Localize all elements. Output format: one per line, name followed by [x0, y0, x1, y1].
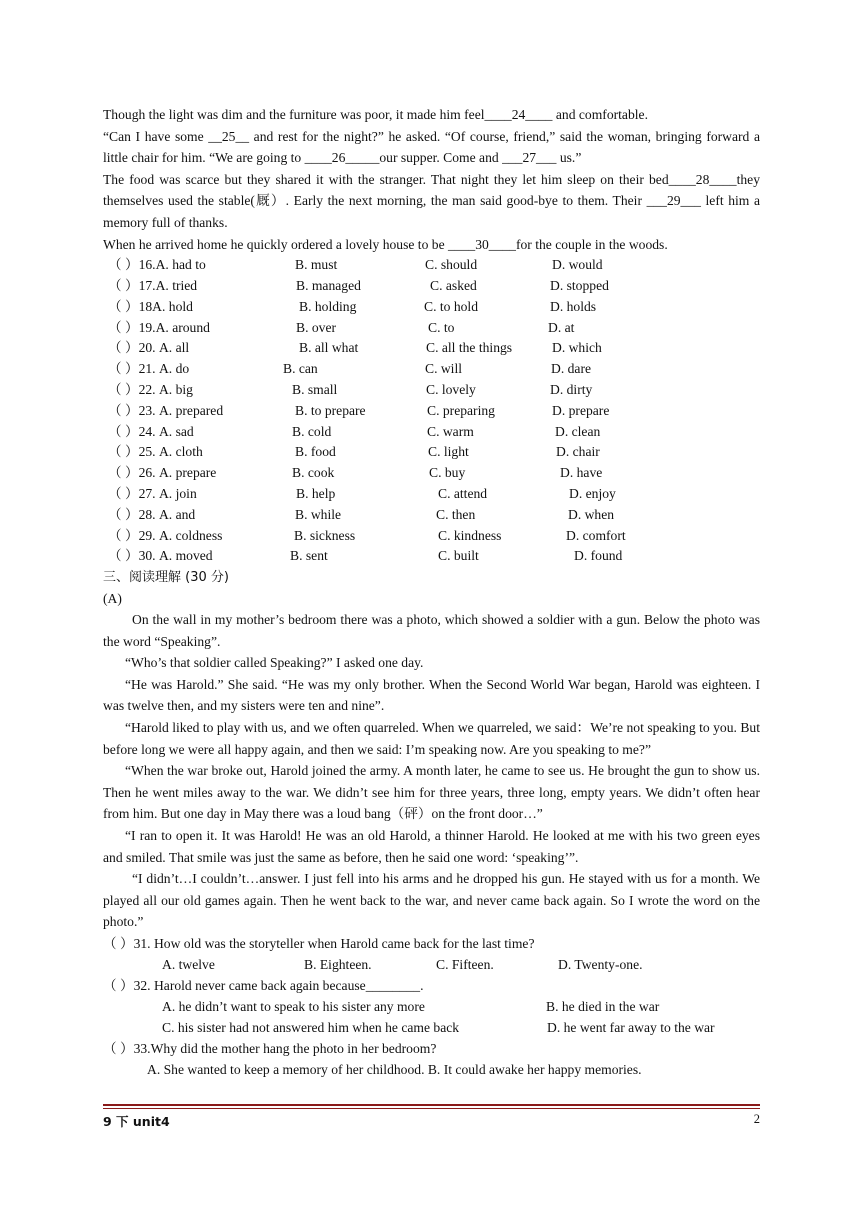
question-stem: （ ）17.A. tried: [108, 277, 198, 293]
question-stem: （ ）33.Why did the mother hang the photo in her bedroom?: [103, 1041, 437, 1057]
options-row: [103, 1017, 760, 1038]
cloze-question: [103, 401, 760, 422]
option-c: C. all the things: [426, 340, 513, 356]
option-d: D. chair: [556, 444, 600, 460]
passage-label: (A): [103, 591, 122, 607]
option-d: D. have: [560, 465, 603, 481]
paragraph: “When the war broke out, Harold joined the army. A month later, he came to see us. He brought the gun to show us. Then he went miles away to the war. We didn’t see him for three years, three long, empty years. We didn’t often hear from him. But one day in May there was a loud bang（砰）on the front door…”: [103, 763, 760, 822]
cloze-question-list: [103, 255, 760, 567]
option-b: B. help: [296, 485, 336, 501]
passage-line: When he arrived home he quickly ordered a lovely house to be ____30____for the couple in the woods.: [103, 236, 668, 252]
paragraph: On the wall in my mother’s bedroom there was a photo, which showed a soldier with a gun. Below the photo was the word “Speaking”.: [103, 612, 760, 649]
option-c: C. should: [425, 257, 478, 273]
page-footer: [103, 1112, 760, 1130]
option-b: B. food: [295, 444, 336, 460]
option-c: C. buy: [429, 465, 466, 481]
paragraph: “I didn’t…I couldn’t…answer. I just fell into his arms and he dropped his gun. He stayed with us for a month. We played all our old games again. Then he went back to the war, and never came back again. So I wrote the word on the photo.”: [103, 871, 760, 930]
page-number: 2: [753, 1112, 760, 1126]
option-d: D. comfort: [566, 527, 626, 543]
option-b: B. managed: [296, 277, 361, 293]
cloze-question: [103, 255, 760, 276]
option-c: C. kindness: [438, 527, 502, 543]
option-b: B. cold: [292, 423, 332, 439]
cloze-question: [103, 546, 760, 567]
question-stem: （ ）19.A. around: [108, 319, 210, 335]
options-row: [103, 996, 760, 1017]
option-b: B. all what: [299, 340, 359, 356]
passage-line: Though the light was dim and the furniture was poor, it made him feel____24____ and comfortable.: [103, 107, 648, 122]
question-stem: （ ）29. A. coldness: [108, 527, 223, 543]
cloze-question: [103, 484, 760, 505]
option-c: C. his sister had not answered him when he came back: [162, 1020, 460, 1036]
cloze-question: [103, 359, 760, 380]
option-d: D. found: [574, 548, 623, 564]
option-c: C. light: [428, 444, 469, 460]
option-c: C. to: [428, 319, 455, 335]
document-body: [103, 104, 760, 1080]
option-d: D. he went far away to the war: [547, 1020, 715, 1036]
option-d: D. which: [552, 340, 602, 356]
question-stem: （ ）24. A. sad: [108, 423, 194, 439]
cloze-question: [103, 505, 760, 526]
reading-passage-a: [103, 609, 760, 933]
question-stem: （ ）18A. hold: [108, 298, 193, 314]
option-b: B. must: [295, 257, 338, 273]
paragraph: “He was Harold.” She said. “He was my only brother. When the Second World War began, Harold was eighteen. I was twelve then, and my sisters were ten and nine”.: [103, 676, 760, 714]
option-c: C. attend: [438, 485, 488, 501]
paragraph: “Harold liked to play with us, and we often quarreled. When we quarreled, we said：We’re not speaking to you. But before long we were all happy again, and then we said: I’m speaking now. Are you speaking to me?”: [103, 720, 760, 757]
option-c: C. lovely: [426, 381, 476, 397]
option-b: B. over: [296, 319, 337, 335]
option-d: D. when: [568, 506, 615, 522]
passage-line: The food was scarce but they shared it with the stranger. That night they let him sleep on their bed____28____they themselves used the stable(厩）. Early the next morning, the man said good-bye to them. Their ___29___ left him a memory full of thanks.: [103, 171, 760, 230]
footer-rule: [103, 1104, 760, 1109]
options-ab: A. She wanted to keep a memory of her childhood. B. It could awake her happy memories.: [147, 1062, 642, 1078]
question-stem: （ ）20. A. all: [108, 340, 190, 356]
options-row: [103, 954, 760, 975]
option-b: B. sent: [290, 548, 328, 564]
option-c: C. will: [425, 361, 463, 377]
question-stem: （ ）32. Harold never came back again because________.: [103, 978, 424, 994]
option-d: D. enjoy: [569, 485, 616, 501]
options-row: [103, 1059, 760, 1080]
option-d: D. dare: [551, 361, 592, 377]
footer-unit-label: 9 下 unit4: [103, 1114, 170, 1129]
option-d: D. holds: [550, 298, 597, 314]
question-stem: （ ）16.A. had to: [108, 257, 206, 273]
option-d: D. stopped: [550, 277, 609, 293]
option-d: D. prepare: [552, 402, 610, 418]
option-b: B. while: [295, 506, 342, 522]
option-d: D. at: [548, 319, 575, 335]
option-a: A. he didn’t want to speak to his sister any more: [162, 999, 425, 1015]
question-stem: （ ）30. A. moved: [108, 548, 213, 564]
cloze-question: [103, 276, 760, 297]
option-b: B. Eighteen.: [304, 957, 372, 973]
option-b: B. he died in the war: [546, 999, 660, 1015]
option-c: C. built: [438, 548, 479, 564]
paragraph: “I ran to open it. It was Harold! He was an old Harold, a thinner Harold. He looked at me with his two green eyes and smiled. That smile was just the same as before, then he said one word: ‘speaking’”.: [103, 828, 760, 865]
option-d: D. clean: [555, 423, 601, 439]
section-heading: 三、阅读理解 (30 分): [103, 570, 229, 586]
question-33: [103, 1038, 760, 1080]
option-b: B. small: [292, 381, 338, 397]
question-stem: （ ）26. A. prepare: [108, 465, 217, 481]
option-c: C. Fifteen.: [436, 957, 494, 973]
option-c: C. asked: [430, 277, 477, 293]
option-c: C. to hold: [424, 298, 479, 314]
option-c: C. warm: [427, 423, 474, 439]
cloze-question: [103, 380, 760, 401]
passage-line: “Can I have some __25__ and rest for the night?” he asked. “Of course, friend,” said the woman, bringing forward a little chair for him. “We are going to ____26_____our supper. Come and ___27___ us.”: [103, 128, 760, 166]
question-stem: （ ）28. A. and: [108, 506, 196, 522]
option-a: A. twelve: [162, 957, 215, 973]
option-b: B. holding: [299, 298, 357, 314]
cloze-question: [103, 318, 760, 339]
option-c: C. then: [436, 506, 476, 522]
question-31: [103, 933, 760, 975]
option-c: C. preparing: [427, 402, 495, 418]
option-b: B. can: [283, 361, 318, 377]
option-b: B. cook: [292, 465, 335, 481]
cloze-question: [103, 463, 760, 484]
option-d: D. dirty: [550, 381, 593, 397]
cloze-question: [103, 338, 760, 359]
paragraph: “Who’s that soldier called Speaking?” I asked one day.: [125, 655, 424, 671]
question-stem: （ ）21. A. do: [108, 361, 190, 377]
question-stem: （ ）23. A. prepared: [108, 402, 224, 418]
option-b: B. to prepare: [295, 402, 366, 418]
question-32: [103, 975, 760, 1038]
cloze-question: [103, 422, 760, 443]
cloze-question: [103, 442, 760, 463]
cloze-question: [103, 526, 760, 547]
cloze-question: [103, 297, 760, 318]
option-d: D. Twenty-one.: [558, 957, 643, 973]
question-stem: （ ）31. How old was the storyteller when Harold came back for the last time?: [103, 936, 535, 952]
option-b: B. sickness: [294, 527, 356, 543]
question-stem: （ ）25. A. cloth: [108, 444, 203, 460]
question-stem: （ ）27. A. join: [108, 485, 197, 501]
option-d: D. would: [552, 257, 603, 273]
question-stem: （ ）22. A. big: [108, 381, 193, 397]
